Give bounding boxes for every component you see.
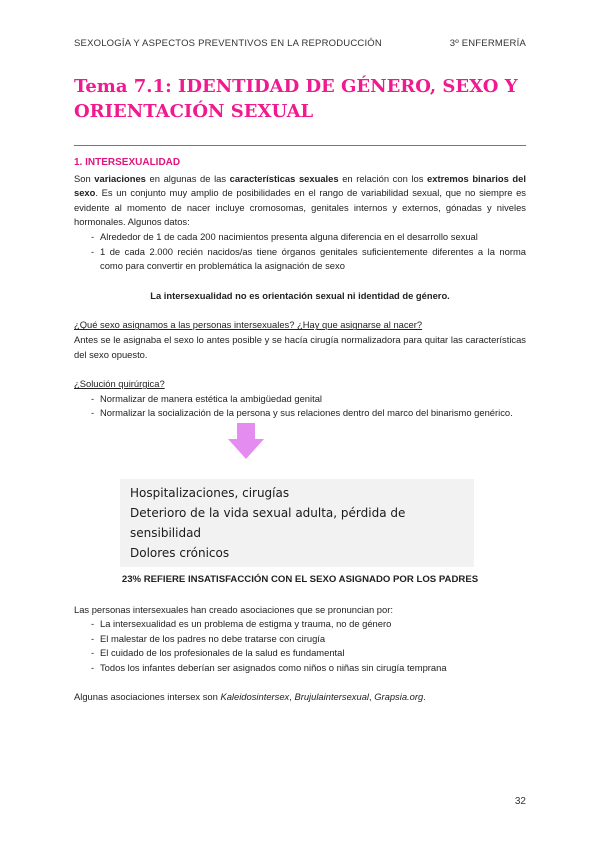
list-item	[74, 406, 526, 421]
list-item	[74, 661, 526, 676]
down-arrow-icon	[228, 423, 264, 459]
association-name: Grapsia.org	[374, 691, 424, 703]
dash-bullet: -	[91, 407, 95, 419]
dash-bullet: -	[91, 618, 95, 630]
intro-bold: extremos binarios del sexo	[74, 172, 526, 199]
list-item	[74, 632, 526, 647]
dash-bullet: -	[91, 392, 95, 404]
separator: ,	[369, 691, 375, 703]
consequence-item: Dolores crónicos	[130, 545, 230, 560]
surgery-list	[74, 392, 526, 421]
consequences-box	[120, 479, 474, 567]
associations-list	[74, 617, 526, 675]
associations-examples	[74, 690, 526, 705]
intro-text: en relación con los	[338, 172, 428, 184]
page-header	[74, 38, 526, 49]
question-text: Antes se le asignaba el sexo lo antes posible y se hacía cirugía normalizadora para quitar las características del sexo opuesto.	[74, 333, 526, 360]
title-line-2: ORIENTACIÓN SEXUAL	[74, 101, 314, 122]
title-line-1: Tema 7.1: IDENTIDAD DE GÉNERO, SEXO Y	[74, 76, 518, 97]
surgery-heading: ¿Solución quirúrgica?	[74, 378, 165, 390]
intro-bold: variaciones	[94, 172, 146, 184]
list-item	[74, 230, 526, 245]
association-name: Kaleidosintersex	[220, 691, 290, 703]
association-name: Brujulaintersexual	[294, 691, 369, 703]
header-course: SEXOLOGÍA Y ASPECTOS PREVENTIVOS EN LA REPRODUCCIÓN	[74, 38, 382, 49]
statistic-statement: 23% REFIERE INSATISFACCIÓN CON EL SEXO ASIGNADO POR LOS PADRES	[121, 573, 479, 585]
dash-bullet: -	[91, 632, 95, 644]
list-item	[74, 617, 526, 632]
arrow-container	[74, 421, 526, 463]
consequence-item: Deterioro de la vida sexual adulta, pérdida de sensibilidad	[130, 505, 406, 540]
intro-text: Son	[74, 172, 95, 184]
title-divider	[74, 145, 526, 146]
dash-bullet: -	[91, 230, 95, 242]
examples-prefix: Algunas asociaciones intersex son	[74, 691, 221, 703]
question-heading: ¿Qué sexo asignamos a las personas intersexuales? ¿Hay que asignarse al nacer?	[74, 319, 423, 331]
page-content	[74, 156, 526, 705]
list-item-text: El malestar de los padres no debe tratarse con cirugía	[100, 632, 326, 644]
list-item-text: Alrededor de 1 de cada 200 nacimientos presenta alguna diferencia en el desarrollo sexual	[100, 230, 478, 242]
key-statement: La intersexualidad no es orientación sexual ni identidad de género.	[150, 289, 450, 301]
period: .	[423, 691, 426, 703]
page-number: 32	[514, 796, 526, 807]
intro-text: en algunas de las	[145, 172, 230, 184]
associations-intro: Las personas intersexuales han creado asociaciones que se pronuncian por:	[74, 603, 393, 615]
list-item-text: 1 de cada 2.000 recién nacidos/as tiene órganos genitales suficientemente diferentes a la norma como para convertir en problemática la asignación de sexo	[100, 245, 526, 272]
intro-paragraph	[74, 172, 526, 230]
list-item	[74, 646, 526, 661]
intro-text: . Es un conjunto muy amplio de posibilidades en el rango de variabilidad sexual, que no siempre es evidente al momento de nacer incluye cromosomas, genitales internos y externos, gónadas y niveles hormonales. Algunos datos:	[74, 187, 526, 228]
section-heading: 1. INTERSEXUALIDAD	[74, 157, 181, 168]
data-list	[74, 230, 526, 274]
list-item	[74, 392, 526, 407]
separator: ,	[289, 691, 295, 703]
intro-bold: características sexuales	[229, 172, 339, 184]
list-item-text: La intersexualidad es un problema de estigma y trauma, no de género	[100, 618, 392, 630]
dash-bullet: -	[91, 647, 95, 659]
list-item-text: El cuidado de los profesionales de la salud es fundamental	[100, 647, 345, 659]
list-item	[74, 245, 526, 274]
page-title	[74, 74, 526, 124]
dash-bullet: -	[91, 245, 95, 257]
dash-bullet: -	[91, 661, 95, 673]
list-item-text: Todos los infantes deberían ser asignados como niños o niñas sin cirugía temprana	[100, 661, 447, 673]
list-item-text: Normalizar la socialización de la persona y sus relaciones dentro del marco del binarismo genérico.	[100, 407, 513, 419]
consequence-item: Hospitalizaciones, cirugías	[130, 485, 290, 500]
list-item-text: Normalizar de manera estética la ambigüedad genital	[100, 392, 322, 404]
header-year: 3º ENFERMERÍA	[449, 38, 526, 49]
